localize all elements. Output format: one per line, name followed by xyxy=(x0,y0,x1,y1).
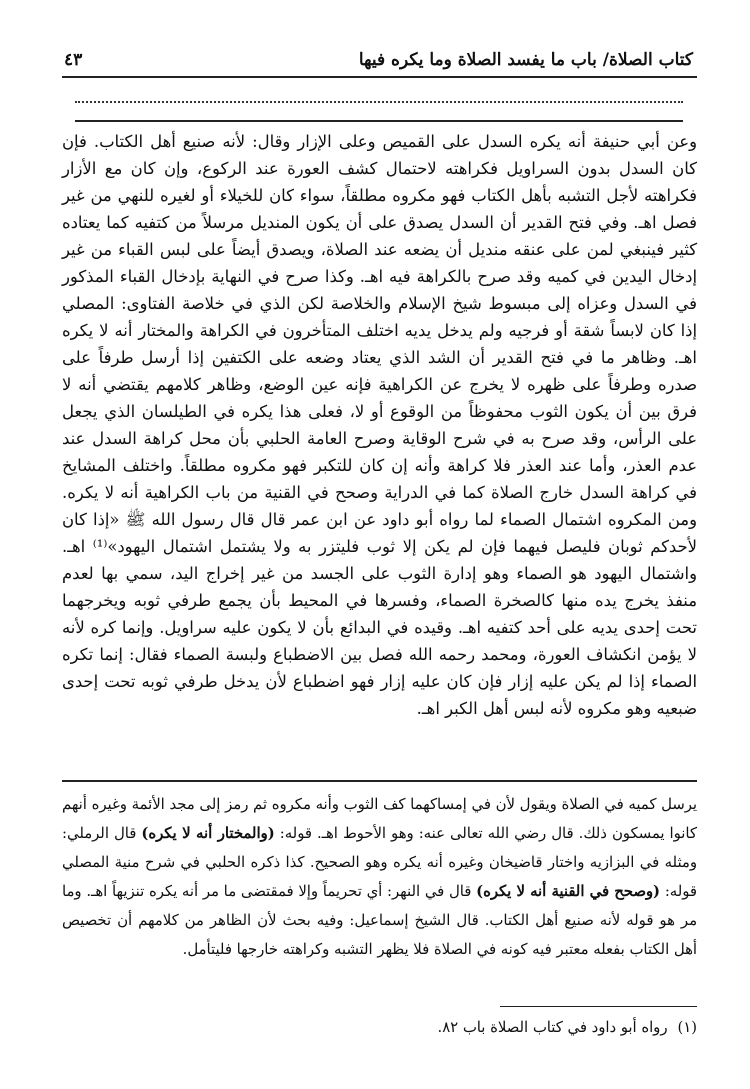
main-text-block xyxy=(62,128,697,776)
commentary-quote-2: (وصحح في القنية أنه لا يكره) xyxy=(476,883,661,900)
dotted-separator xyxy=(75,101,683,103)
commentary-separator-rule xyxy=(62,780,697,782)
footnote xyxy=(62,1015,697,1041)
footnote-marker: (١) xyxy=(677,1019,697,1036)
commentary-paragraph xyxy=(62,790,697,964)
commentary-text-3: قال في النهر: أي تحريماً وإلا فمقتضى ما مر أنه يكره تنزيهاً اهـ. وما مر هو قوله لأنه صنيع أهل الكتاب. قال الشيخ إسماعيل: وفيه بحث لأن الظاهر من كلامهم أن تخصيص أهل الكتاب بفعله معتبر فيه كونه في الصلاة فلا يظهر التشبه وكراهته خارجها فليتأمل. xyxy=(62,883,698,958)
main-text-top-rule xyxy=(75,120,683,122)
footnote-text: رواه أبو داود في كتاب الصلاة باب ٨٢. xyxy=(437,1019,668,1036)
commentary-block xyxy=(62,790,697,1000)
footnote-separator-rule xyxy=(500,1006,697,1007)
commentary-text-1: يرسل كميه في الصلاة ويقول لأن في إمساكهما كف الثوب وأنه مكروه ثم رمز إلى مجد الأئمة وغيره أنهم كانوا يمسكون ذلك. قال رضي الله تعالى عنه: وهو الأحوط اهـ. قوله: xyxy=(62,796,697,842)
page-number: ٤٣ xyxy=(64,50,83,70)
commentary-text-2: قال الرملي: ومثله في البزازيه واختار قاضيخان وغيره أنه يكره وهو الصحيح. كذا ذكره الحلبي في شرح منية المصلي قوله: xyxy=(62,825,697,900)
page-header xyxy=(62,44,697,78)
main-paragraph: وعن أبي حنيفة أنه يكره السدل على القميص وعلى الإزار وقال: لأنه صنيع أهل الكتاب. فإن كان السدل بدون السراويل فكراهته لاحتمال كشف العورة عند الركوع، وإن كان مع الأزار فكراهته لأجل التشبه بأهل الكتاب فهو مكروه مطلقاً، سواء كان للخيلاء أو لغيره للنهي من غير فصل اهـ. وفي فتح القدير أن السدل يصدق على أن يكون المنديل مرسلاً من كتفيه كما يعتاده كثير فينبغي لمن على عنقه منديل أن يضعه عند الصلاة، ويصدق أيضاً على لبس القباء من غير إدخال اليدين في كميه وقد صرح بالكراهة فيه اهـ. وكذا صرح في النهاية بإدخال القباء المذكور في السدل وعزاه إلى مبسوط شيخ الإسلام والخلاصة لكن الذي في خلاصة الفتاوى: المصلي إذا كان لابساً شقة أو فرجيه ولم يدخل يديه اختلف المتأخرون في الكراهة والمختار أنه لا يكره اهـ. وظاهر ما في فتح القدير أن الشد الذي يعتاد وضعه على الكتفين إذا أرسل طرفاً على صدره وطرفاً على ظهره لا يخرج عن الكراهية فإنه عين الوضع، وظاهر كلامهم يقتضي أنه لا فرق بين أن يكون الثوب محفوظاً من الوقوع أو لا، فعلى هذا يكره في الطيلسان الذي يجعل على الرأس، وقد صرح به في شرح الوقاية وصرح العامة الحلبي بأن محل كراهة السدل عند عدم العذر، وأما عند العذر فلا كراهة وأنه إن كان للتكبر فهو مكروه مطلقاً. واختلف المشايخ في كراهة السدل خارج الصلاة كما في الدراية وصحح في القنية من باب الكراهية أنه لا يكره. ومن المكروه اشتمال الصماء لما رواه أبو داود عن ابن عمر قال قال رسول الله ﷺ «إذا كان لأحدكم ثوبان فليصل فيهما فإن لم يكن إلا ثوب فليتزر به ولا يشتمل اشتمال اليهود»⁽¹⁾ اهـ. واشتمال اليهود هو الصماء وهو إدارة الثوب على الجسد من غير إخراج اليد، سمي بها لعدم منفذ يخرج يده منها كالصخرة الصماء، وفسرها في المحيط بأن يجمع طرفي ثوبه ويخرجهما تحت إحدى يديه على أحد كتفيه اهـ. وقيده في البدائع بأن لا يكون عليه سراويل. وإنما كره لأنه لا يؤمن انكشاف العورة، ومحمد رحمه الله فصل بين الاضطباع ولبسة الصماء فقال: إنما تكره الصماء إذا لم يكن عليه إزار فإن كان عليه إزار فهو اضطباع لأن يدخل طرفي ثوبه تحت إحدى ضبعيه وهو مكروه لأنه لبس أهل الكبر اهـ. xyxy=(62,132,697,718)
commentary-quote-1: (والمختار أنه لا يكره) xyxy=(141,825,275,842)
running-title: كتاب الصلاة/ باب ما يفسد الصلاة وما يكره فيها xyxy=(358,50,693,70)
